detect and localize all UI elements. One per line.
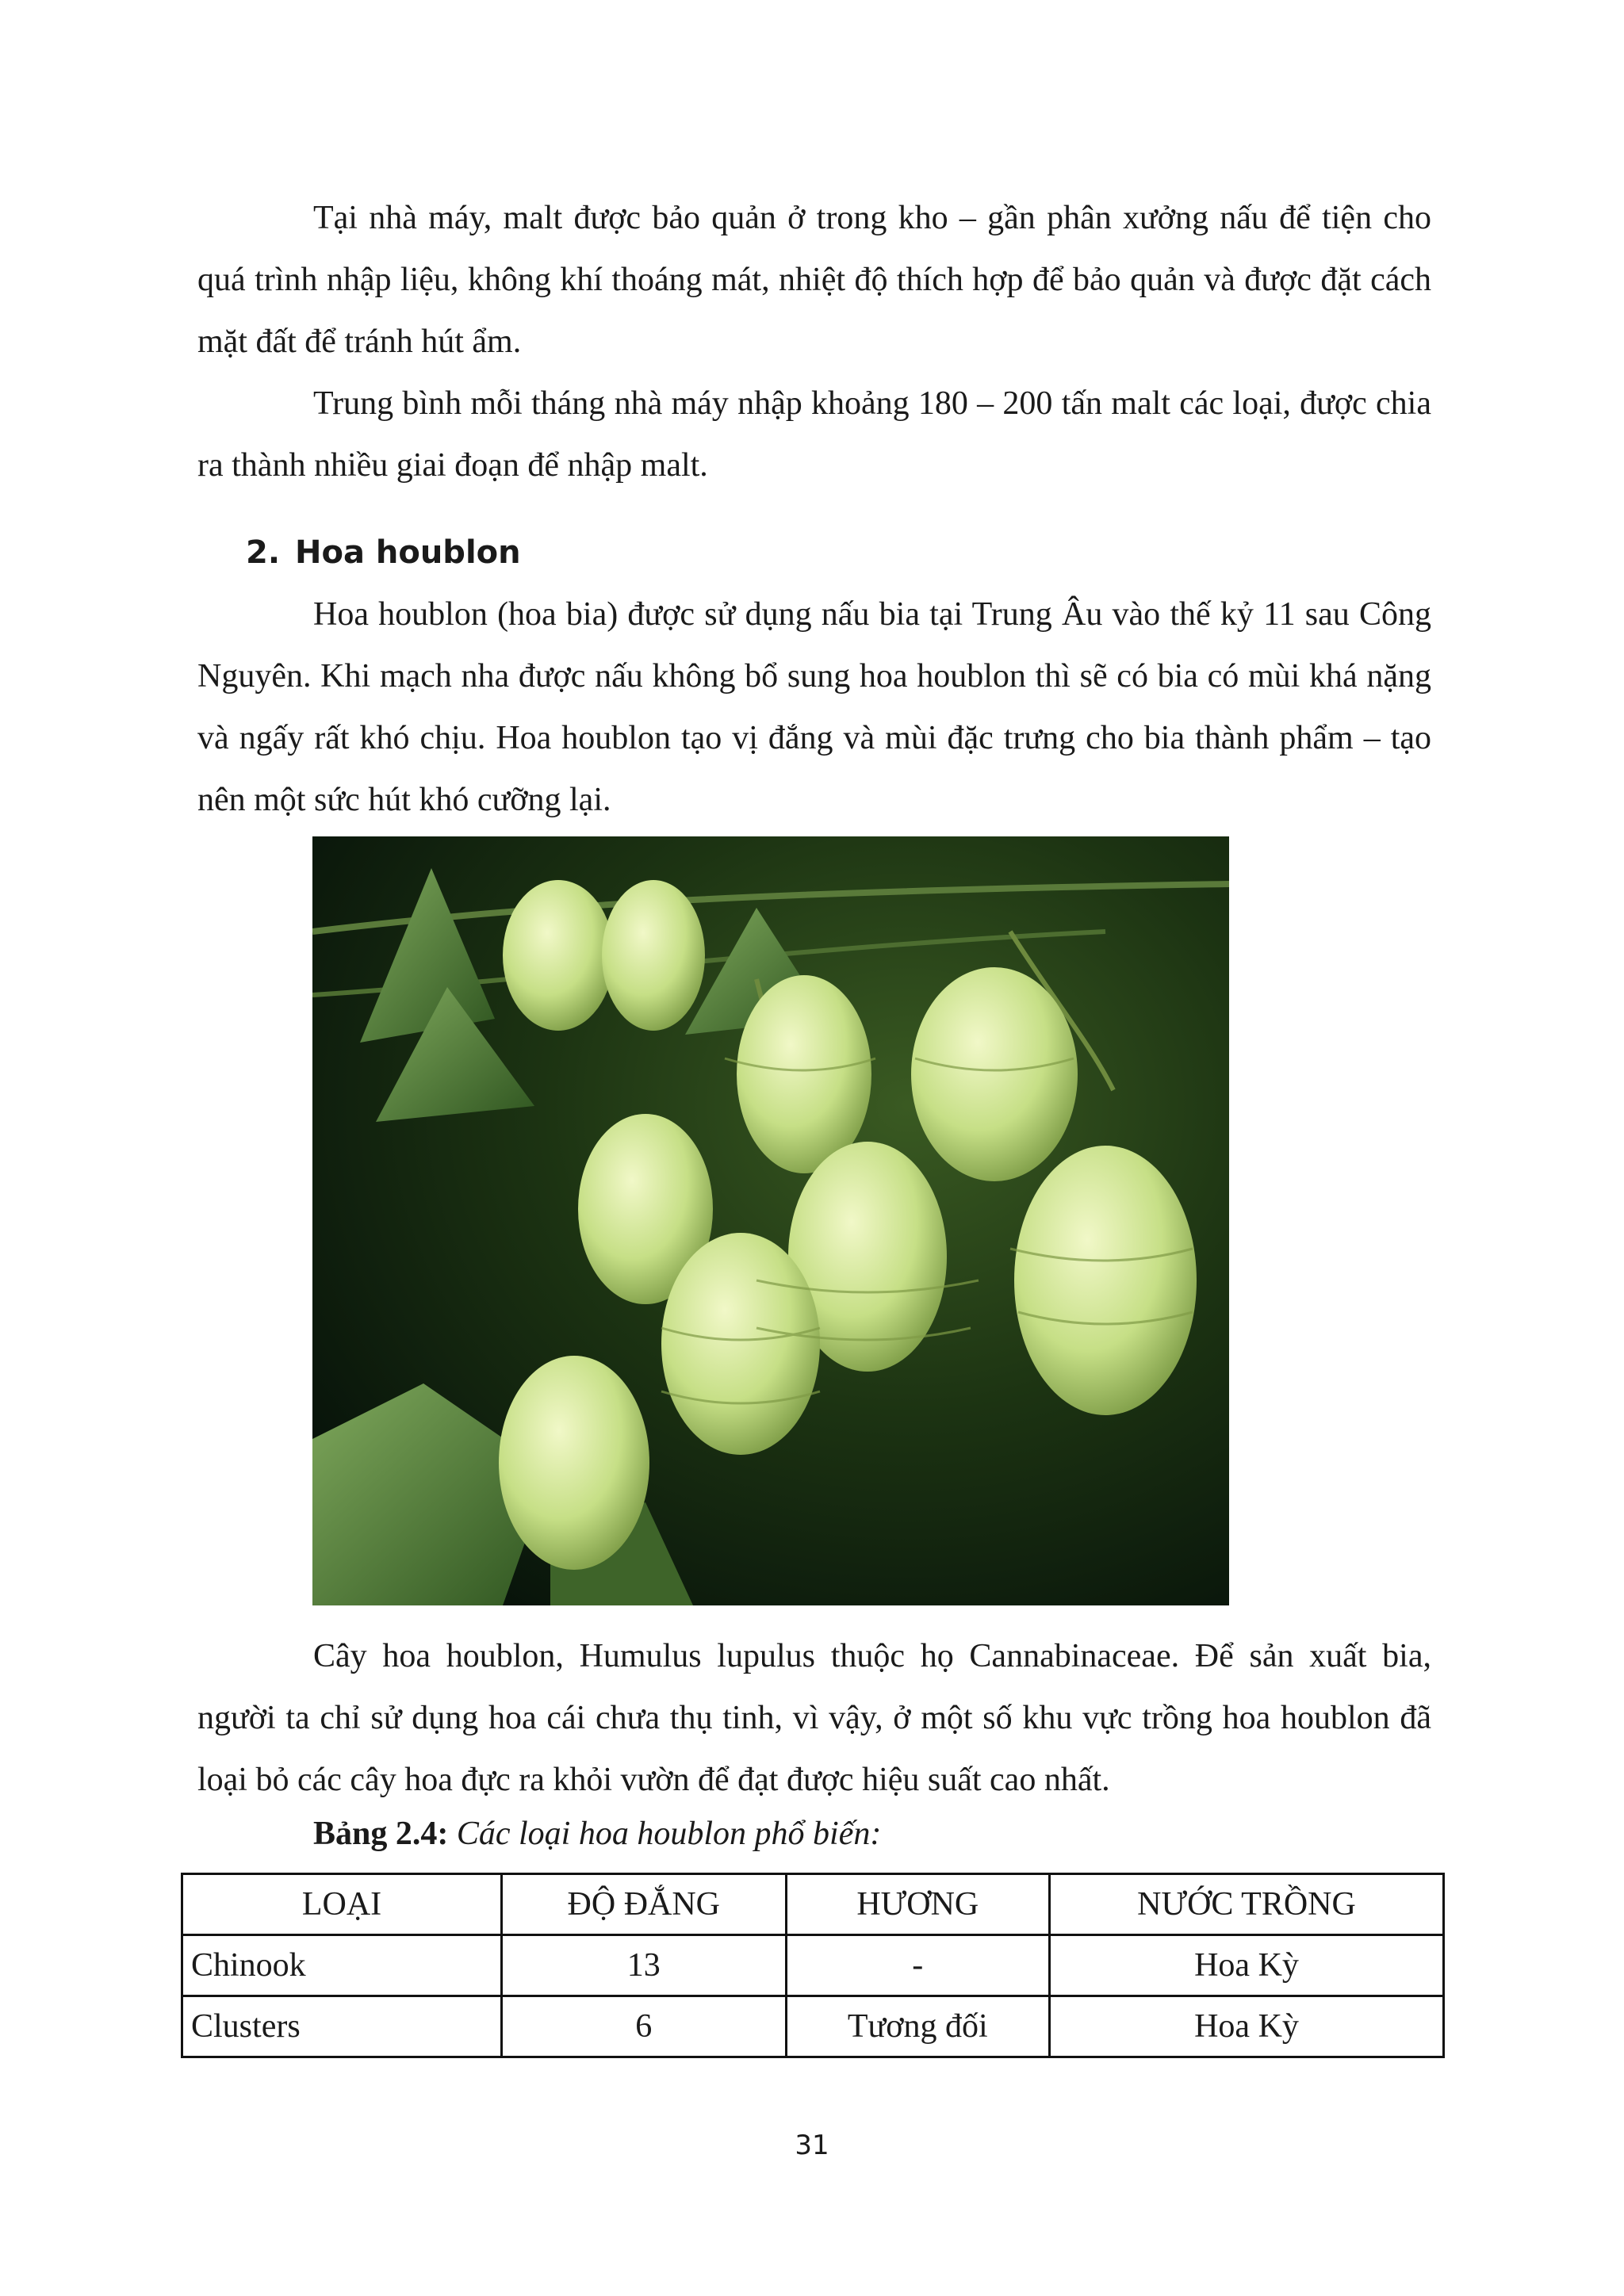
cell-aroma: - xyxy=(786,1935,1049,1996)
section-title: Hoa houblon xyxy=(295,534,521,571)
table-row xyxy=(182,1996,1444,2057)
header-bitterness: ĐỘ ĐẮNG xyxy=(502,1874,787,1935)
cell-aroma: Tương đối xyxy=(786,1996,1049,2057)
paragraph-hop-intro: Hoa houblon (hoa bia) được sử dụng nấu bia tại Trung Âu vào thế kỷ 11 sau Công Nguyên. Khi mạch nha được nấu không bổ sung hoa houblon thì sẽ có bia có mùi khá nặng và ngấy rất khó chịu. Hoa houblon tạo vị đắng và mùi đặc trưng cho bia thành phẩm – tạo nên một sức hút khó cưỡng lại. xyxy=(197,596,1431,818)
cell-type: Chinook xyxy=(182,1935,502,1996)
header-aroma: HƯƠNG xyxy=(786,1874,1049,1935)
hop-cones-illustration xyxy=(312,836,1229,1605)
cell-bitterness: 6 xyxy=(502,1996,787,2057)
section-heading xyxy=(246,522,521,584)
header-country: NƯỚC TRỒNG xyxy=(1050,1874,1444,1935)
header-type: LOẠI xyxy=(182,1874,502,1935)
hop-flower-photo xyxy=(312,836,1229,1605)
table-caption-label: Bảng 2.4: xyxy=(313,1816,449,1852)
cell-country: Hoa Kỳ xyxy=(1050,1935,1444,1996)
table-caption-text: Các loại hoa houblon phổ biến: xyxy=(456,1816,882,1852)
paragraph-malt-storage: Tại nhà máy, malt được bảo quản ở trong kho – gần phân xưởng nấu để tiện cho quá trình nhập liệu, không khí thoáng mát, nhiệt độ thích hợp để bảo quản và được đặt cách mặt đất để tránh hút ẩm. xyxy=(197,200,1431,360)
paragraph-hop-plant: Cây hoa houblon, Humulus lupulus thuộc họ Cannabinaceae. Để sản xuất bia, người ta chỉ sử dụng hoa cái chưa thụ tinh, vì vậy, ở một số khu vực trồng hoa houblon đã loại bỏ các cây hoa đực ra khỏi vườn để đạt được hiệu suất cao nhất. xyxy=(197,1638,1431,1798)
cell-country: Hoa Kỳ xyxy=(1050,1996,1444,2057)
paragraph-malt-import: Trung bình mỗi tháng nhà máy nhập khoảng 180 – 200 tấn malt các loại, được chia ra thành nhiều giai đoạn để nhập malt. xyxy=(197,385,1431,484)
cell-type: Clusters xyxy=(182,1996,502,2057)
table-header-row xyxy=(182,1874,1444,1935)
section-number: 2. xyxy=(246,534,281,571)
cell-bitterness: 13 xyxy=(502,1935,787,1996)
hop-varieties-table xyxy=(181,1873,1445,2058)
table-caption xyxy=(313,1803,881,1865)
table-row xyxy=(182,1935,1444,1996)
page-number: 31 xyxy=(795,2130,829,2161)
